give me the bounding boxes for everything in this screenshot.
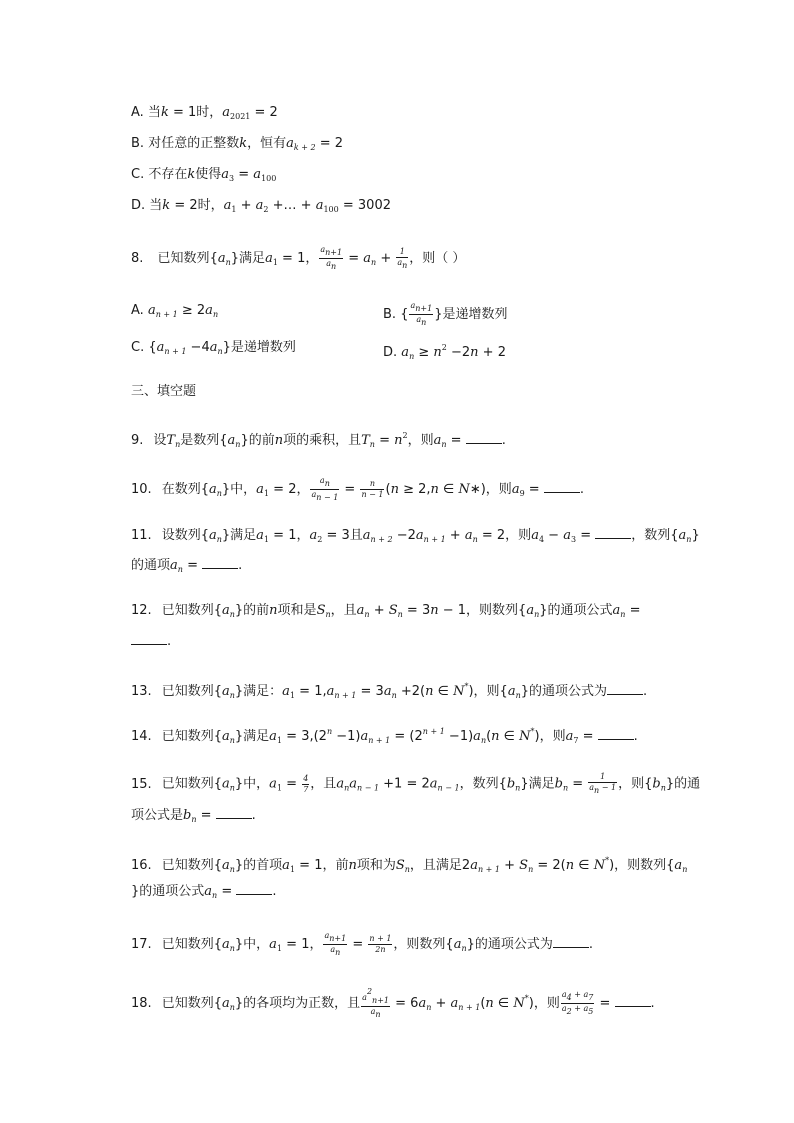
question-number: 9. bbox=[131, 433, 144, 448]
answer-blank[interactable] bbox=[544, 480, 580, 493]
answer-blank[interactable] bbox=[615, 994, 651, 1007]
question-number: 11. bbox=[131, 528, 152, 543]
q8-option-c: C. $\{a_{n + 1} -4a_n\}$是递增数列 bbox=[131, 340, 296, 356]
answer-blank[interactable] bbox=[131, 632, 167, 645]
section-title: 三、填空题 bbox=[131, 384, 197, 399]
option-label: C. bbox=[131, 167, 145, 182]
question-15: 15. 已知数列$\{a_n\}$中，$a_1$ = $\frac{4}{7}$ ，且$a_na_{n - 1} +1 = 2a_{n - 1}$，数列$\{b_n\}$满足$b_n$ = $\frac{1}{a_n - 1}$ ，则$\{b_n\}$的通 bbox=[131, 772, 701, 795]
question-16-cont: }的通项公式$a_n$ = . bbox=[131, 884, 277, 900]
question-9: 9. 设$T_n$是数列$\{a_n\}$的前n项的乘积，且$T_n = n^2$，则$a_n$ = . bbox=[131, 431, 506, 449]
q8-option-d: D. $a_n \ge n^2 -2n + 2$ bbox=[383, 343, 506, 361]
question-12: 12. 已知数列$\{a_n\}$的前n项和是$S_n$，且$a_n + S_n = 3n - 1$，则数列$\{a_n\}$的通项公式$a_n$ = bbox=[131, 603, 641, 619]
option-label: A. bbox=[131, 303, 144, 318]
question-11: 11. 设数列$\{a_n\}$满足$a_1 = 1$，$a_2 = 3$且$a_{n + 2} -2a_{n + 1} + a_n = 2$，则$a_4 - a_3$ = ，数列$\{a_n\}$ bbox=[131, 528, 700, 544]
question-18: 18. 已知数列$\{a_n\}$的各项均为正数，且 $\frac{a^2_{n+1}}{a_n}$ = $6a_n + a_{n + 1}(n$ ∈ N*)，则 $\frac{a_4 + a_7}{a_2 + a_5}$ = . bbox=[131, 987, 655, 1019]
q8-text-2: 满足 bbox=[239, 251, 266, 266]
q8-option-b: B. { $\frac{a_{n+1}}{a_n}$ }是递增数列 bbox=[383, 301, 508, 327]
question-number: 13. bbox=[131, 684, 152, 699]
option-label: A. bbox=[131, 105, 144, 120]
answer-blank[interactable] bbox=[595, 526, 631, 539]
option-label: D. bbox=[131, 198, 146, 213]
answer-blank[interactable] bbox=[216, 806, 252, 819]
option-text: 是递增数列 bbox=[442, 307, 508, 322]
question-11-cont: 的通项$a_n$ = . bbox=[131, 558, 243, 574]
answer-blank[interactable] bbox=[598, 727, 634, 740]
question-number: 12. bbox=[131, 603, 152, 618]
question-8: 8. 已知数列$\{a_n\}$满足$a_1 = 1$， $\frac{a_{n+1}}{a_n}$ = $a_n$ + $\frac{1}{a_n}$ ，则（ ） bbox=[131, 245, 466, 271]
answer-blank[interactable] bbox=[607, 682, 643, 695]
option-label: C. bbox=[131, 340, 145, 355]
q7-option-b: B. 对任意的正整数k，恒有$a_{k + 2} = 2$ bbox=[131, 136, 344, 152]
answer-blank[interactable] bbox=[466, 431, 502, 444]
q8-tail: ，则（ ） bbox=[409, 251, 466, 266]
q8-option-a: A. $a_{n + 1} \ge 2a_n$ bbox=[131, 303, 219, 319]
question-10: 10. 在数列$\{a_n\}$中，$a_1 = 2$， $\frac{a_n}{a_{n - 1}}$ = $\frac{n}{n - 1}$ (n ≥ 2,n ∈ N∗)，则$a_9$ = . bbox=[131, 476, 584, 502]
question-number: 16. bbox=[131, 858, 152, 873]
question-13: 13. 已知数列$\{a_n\}$满足：$a_1 = 1,a_{n + 1} = 3a_n +2(n$ ∈ N*)，则$\{a_n\}$的通项公式为 . bbox=[131, 682, 648, 700]
answer-blank[interactable] bbox=[553, 935, 589, 948]
question-16: 16. 已知数列$\{a_n\}$的首项$a_1 = 1$，前n项和为$S_n$，且满足$2a_{n + 1} + S_n = 2(n$ ∈ N*)，则数列{$a_n$ bbox=[131, 856, 688, 874]
question-number: 17. bbox=[131, 937, 152, 952]
q7-option-a: A. 当k = 1时，$a_{2021} = 2$ bbox=[131, 105, 278, 121]
answer-blank[interactable] bbox=[202, 556, 238, 569]
option-text: 是递增数列 bbox=[230, 340, 296, 355]
q8-text: 已知数列 bbox=[157, 251, 210, 266]
question-number: 8. bbox=[131, 251, 144, 266]
question-17: 17. 已知数列$\{a_n\}$中，$a_1 = 1$， $\frac{a_{n+1}}{a_n}$ = $\frac{n + 1}{2n}$ ，则数列$\{a_n\}$的通项公式为 . bbox=[131, 931, 594, 957]
answer-blank[interactable] bbox=[236, 882, 272, 895]
question-14: 14. 已知数列$\{a_n\}$满足$a_1 = 3,(2^n -1)a_{n + 1} = (2^{n + 1} -1)a_n(n$ ∈ N*)，则$a_7$ = . bbox=[131, 727, 638, 745]
question-number: 10. bbox=[131, 482, 152, 497]
question-number: 15. bbox=[131, 776, 152, 792]
question-number: 18. bbox=[131, 996, 152, 1011]
question-15-cont: 项公式是$b_n$ = . bbox=[131, 808, 256, 824]
option-label: D. bbox=[383, 345, 398, 360]
q7-option-c: C. 不存在k使得$a_3 = a_{100}$ bbox=[131, 167, 277, 183]
q7-option-d: D. 当k = 2时，$a_1 + a_2$ +… + $a_{100} = 3002$ bbox=[131, 198, 391, 214]
question-number: 14. bbox=[131, 729, 152, 744]
question-12-cont: . bbox=[131, 632, 171, 652]
option-label: B. bbox=[383, 307, 397, 322]
option-label: B. bbox=[131, 136, 145, 151]
